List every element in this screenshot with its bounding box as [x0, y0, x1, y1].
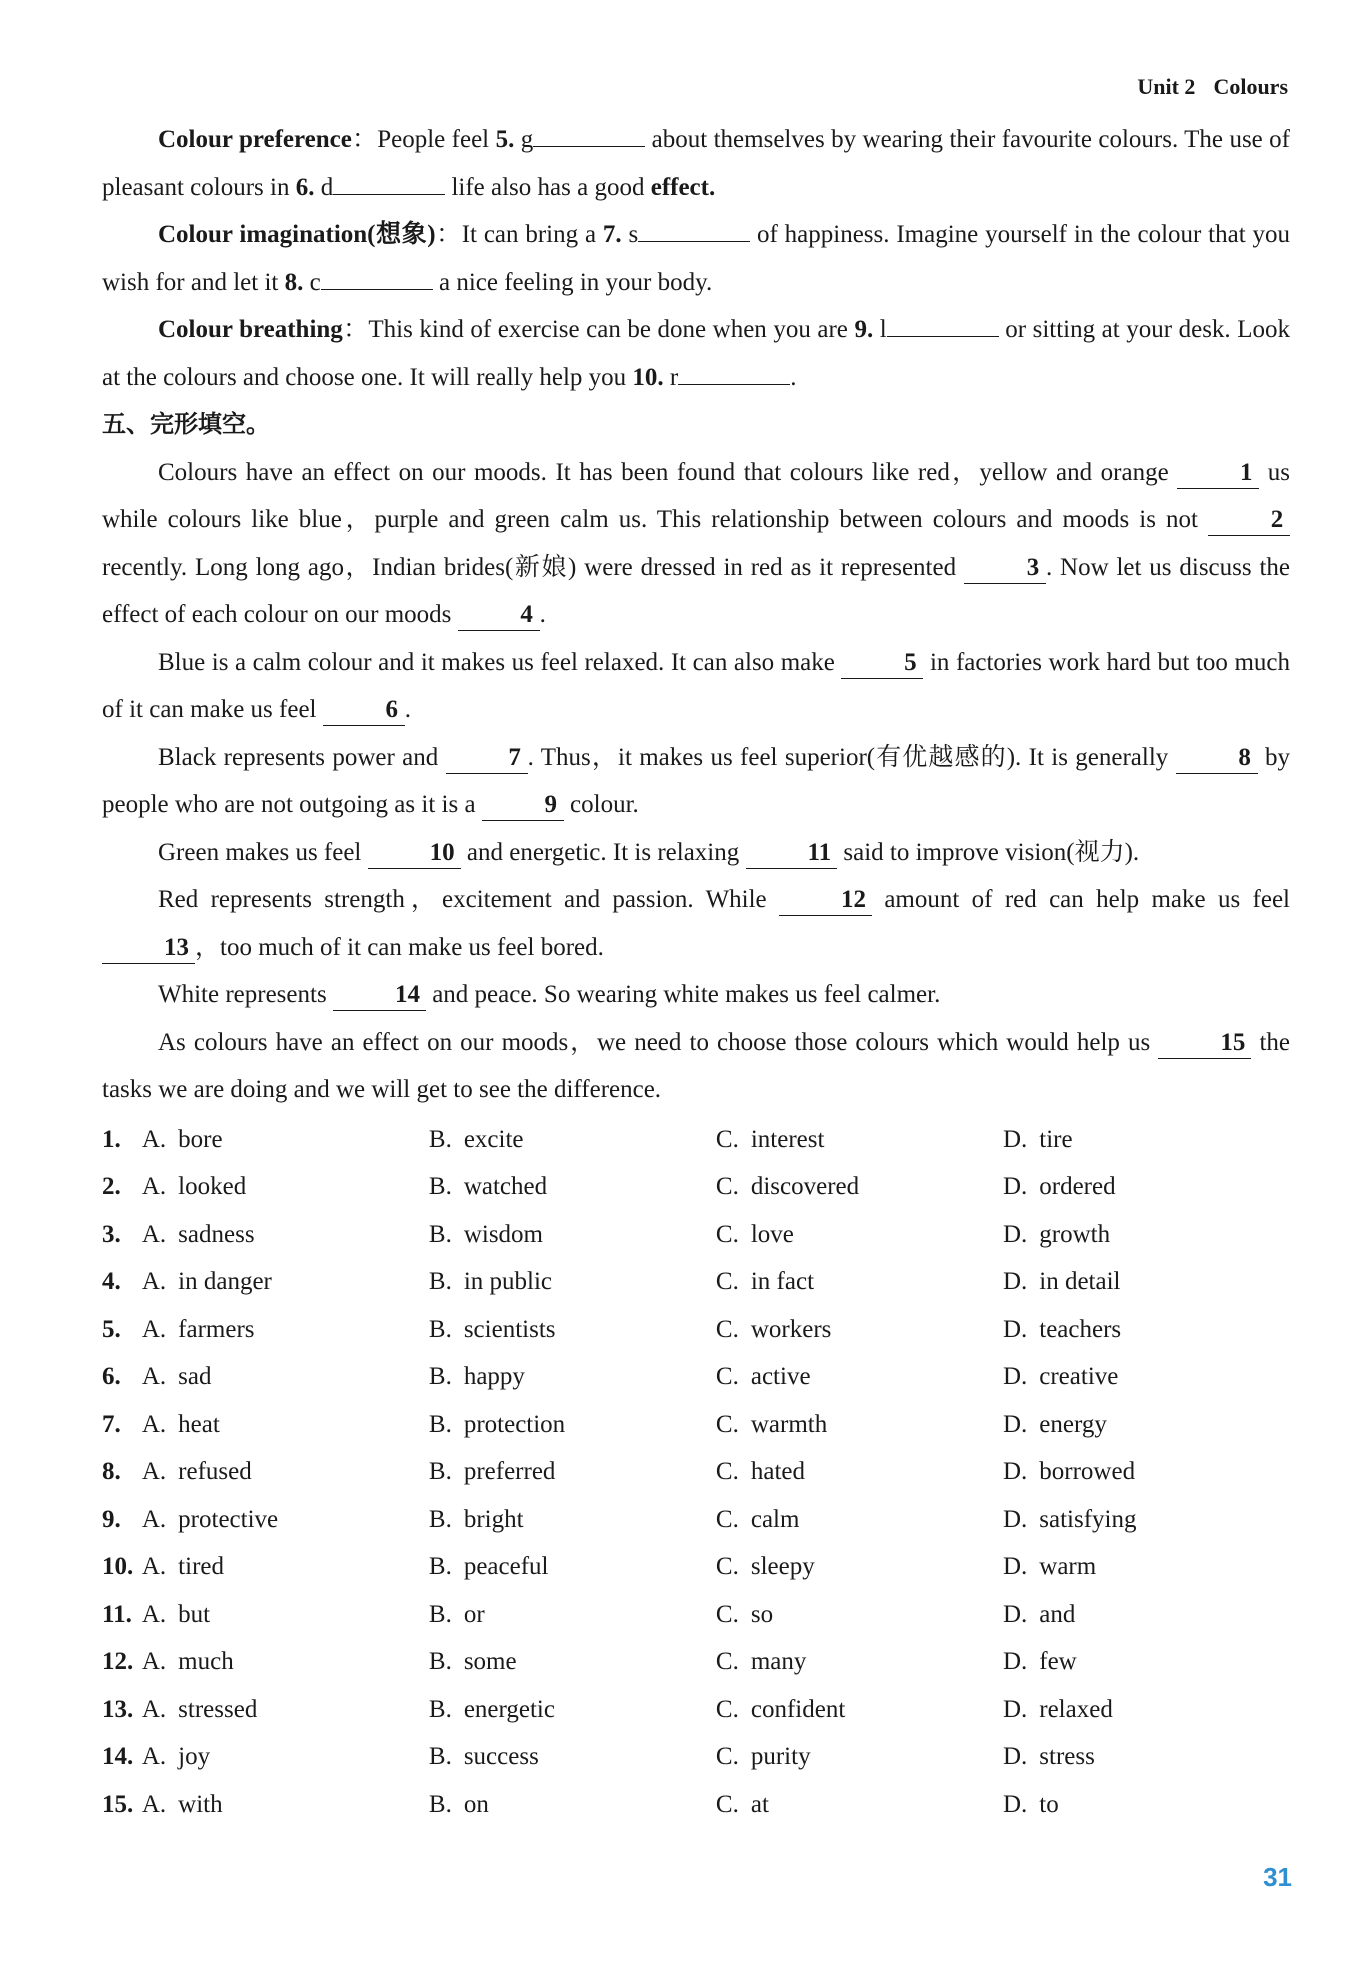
option-letter: A. [141, 1125, 167, 1153]
option-a[interactable] [142, 1496, 429, 1544]
option-c[interactable] [716, 1448, 1003, 1496]
option-text: in public [463, 1268, 553, 1295]
option-d[interactable] [1003, 1401, 1290, 1449]
option-b[interactable] [429, 1211, 716, 1259]
option-text: teachers [1039, 1315, 1122, 1343]
option-c[interactable] [716, 1401, 1003, 1449]
text: ：It can bring a [435, 221, 603, 248]
option-letter: C. [715, 1505, 739, 1533]
option-text: sadness [178, 1220, 255, 1248]
option-text: in detail [1039, 1268, 1121, 1295]
option-text: excite [463, 1125, 524, 1153]
option-d[interactable] [1003, 1591, 1290, 1639]
option-text: confident [750, 1695, 846, 1723]
text: by people who are not outgoing as it is a [102, 743, 1290, 818]
summary-imagination [102, 211, 1290, 306]
option-letter: B. [428, 1173, 452, 1200]
text: us while colours like blue，purple and green calm us. This relationship between colours and moods is not [102, 458, 1290, 533]
text: . [404, 696, 411, 723]
gap-13[interactable]: 13 [102, 933, 195, 964]
text: life also has a good [445, 173, 651, 201]
text: of happiness. Imagine yourself in the colour that you wish for and let it [102, 221, 1290, 296]
imagination-label: Colour imagination(想象) [158, 221, 436, 248]
unit-title: Colours [1213, 74, 1288, 99]
option-text: satisfying [1039, 1505, 1137, 1533]
option-letter: C. [715, 1790, 739, 1818]
question-number: 7. [102, 1410, 121, 1438]
option-letter: A. [141, 1553, 167, 1580]
option-letter: A. [141, 1173, 167, 1200]
option-b[interactable] [429, 1733, 716, 1781]
option-d[interactable] [1003, 1163, 1290, 1211]
option-b[interactable] [429, 1353, 716, 1401]
option-letter: D. [1002, 1410, 1028, 1438]
option-d[interactable] [1003, 1211, 1290, 1259]
text: amount of red can help make us feel [872, 886, 1290, 913]
gap-5[interactable]: 5 [841, 648, 923, 679]
option-b[interactable] [429, 1591, 716, 1639]
option-letter: D. [1002, 1648, 1028, 1675]
option-d[interactable] [1003, 1638, 1290, 1686]
option-text: bright [463, 1505, 524, 1533]
option-row [102, 1306, 1290, 1354]
question-number: 3. [102, 1220, 121, 1248]
blank-number: 10. [632, 363, 664, 391]
option-a[interactable] [142, 1781, 429, 1829]
option-letter: C. [715, 1125, 739, 1153]
text: ，too much of it can make us feel bored. [195, 933, 604, 961]
option-text: but [178, 1600, 211, 1628]
question-number: 14. [102, 1743, 134, 1770]
option-b[interactable] [429, 1496, 716, 1544]
gap-6[interactable]: 6 [323, 695, 405, 726]
option-d[interactable] [1003, 1258, 1290, 1306]
option-a[interactable] [142, 1448, 429, 1496]
option-text: in fact [750, 1268, 815, 1295]
passage-paragraph-6 [102, 971, 1290, 1019]
text: in factories work hard but too much of it can make us feel [102, 648, 1290, 723]
option-text: joy [178, 1743, 211, 1770]
option-letter: A. [141, 1268, 167, 1295]
fill-blank-10[interactable] [678, 358, 790, 385]
option-text: heat [178, 1410, 220, 1438]
fill-blank-9[interactable] [887, 310, 999, 337]
option-text: stressed [178, 1695, 258, 1723]
option-letter: C. [715, 1458, 739, 1485]
option-row [102, 1163, 1290, 1211]
option-text: much [178, 1648, 234, 1675]
option-text: creative [1039, 1363, 1119, 1390]
passage-paragraph-7 [102, 1019, 1290, 1114]
option-d[interactable] [1003, 1496, 1290, 1544]
text: As colours have an effect on our moods，we need to choose those colours which would help us [158, 1028, 1159, 1056]
option-c[interactable] [716, 1258, 1003, 1306]
option-letter: A. [141, 1458, 167, 1485]
gap-8[interactable]: 8 [1176, 743, 1258, 774]
option-text: on [463, 1790, 489, 1818]
text: the tasks we are doing and we will get to see the difference. [102, 1028, 1290, 1103]
option-letter: D. [1002, 1268, 1028, 1295]
option-b[interactable] [429, 1448, 716, 1496]
option-text: so [750, 1600, 774, 1628]
option-b[interactable] [429, 1258, 716, 1306]
question-number: 6. [102, 1363, 121, 1390]
text: and peace. So wearing white makes us feel calmer. [425, 981, 941, 1008]
option-row [102, 1686, 1290, 1734]
option-c[interactable] [716, 1781, 1003, 1829]
gap-7[interactable]: 7 [446, 743, 528, 774]
option-a[interactable] [142, 1116, 429, 1164]
option-letter: D. [1002, 1173, 1028, 1200]
option-text: sad [178, 1363, 212, 1390]
option-letter: A. [141, 1220, 167, 1248]
question-number: 10. [102, 1553, 134, 1580]
option-b[interactable] [429, 1116, 716, 1164]
option-row [102, 1258, 1290, 1306]
option-letter: B. [428, 1600, 452, 1628]
text: . Now let us discuss the effect of each colour on our moods [102, 553, 1290, 628]
text: . [539, 601, 546, 628]
option-letter: A. [141, 1410, 167, 1438]
text: . Thus，it makes us feel superior(有优越感的). It is generally [527, 743, 1176, 771]
option-c[interactable] [716, 1163, 1003, 1211]
option-letter: B. [428, 1790, 452, 1818]
blank-number: 6. [295, 173, 315, 201]
option-letter: D. [1002, 1315, 1028, 1343]
gap-10[interactable]: 10 [368, 838, 461, 869]
option-letter: D. [1002, 1125, 1028, 1153]
text: and energetic. It is relaxing [460, 838, 746, 866]
option-letter: D. [1002, 1600, 1028, 1628]
option-text: borrowed [1039, 1458, 1136, 1485]
text: a nice feeling in your body. [432, 268, 713, 296]
option-letter: B. [428, 1315, 452, 1343]
option-text: workers [750, 1315, 832, 1343]
option-text: protection [463, 1410, 566, 1438]
option-letter: C. [715, 1315, 739, 1343]
option-letter: C. [715, 1600, 739, 1628]
option-d[interactable] [1003, 1448, 1290, 1496]
option-text: active [750, 1363, 811, 1390]
option-letter: C. [715, 1268, 739, 1295]
blank-letter: g [520, 126, 534, 153]
text: . [790, 363, 797, 391]
gap-2[interactable]: 2 [1208, 505, 1290, 536]
gap-14[interactable]: 14 [333, 980, 426, 1011]
text: . [708, 173, 716, 201]
passage-paragraph-2 [102, 639, 1290, 734]
option-row [102, 1591, 1290, 1639]
section-title: 五、完形填空。 [102, 410, 270, 438]
option-text: stress [1039, 1743, 1095, 1770]
passage-paragraph-1 [102, 449, 1290, 639]
option-letter: D. [1002, 1363, 1028, 1390]
option-letter: C. [715, 1173, 739, 1200]
option-text: purity [750, 1743, 811, 1770]
fill-blank-8[interactable] [321, 263, 433, 290]
option-letter: A. [141, 1790, 167, 1818]
breathing-label: Colour breathing [158, 316, 343, 343]
option-c[interactable] [716, 1686, 1003, 1734]
option-text: many [750, 1648, 807, 1675]
option-letter: B. [428, 1125, 452, 1153]
option-text: success [463, 1743, 539, 1770]
text: said to improve vision(视力). [837, 838, 1140, 866]
text: Black represents power and [158, 743, 446, 771]
text: Colours have an effect on our moods. It has been found that colours like red，yellow and orange [158, 458, 1178, 486]
option-c[interactable] [716, 1543, 1003, 1591]
text: colour. [563, 791, 639, 818]
blank-number: 9. [854, 316, 874, 343]
blank-letter: d [320, 173, 334, 201]
option-c[interactable] [716, 1116, 1003, 1164]
option-text: calm [750, 1505, 800, 1533]
option-letter: D. [1002, 1743, 1028, 1770]
option-b[interactable] [429, 1163, 716, 1211]
option-text: preferred [463, 1458, 556, 1485]
option-a[interactable] [142, 1638, 429, 1686]
option-text: refused [178, 1458, 252, 1485]
option-row [102, 1781, 1290, 1829]
option-a[interactable] [142, 1686, 429, 1734]
option-d[interactable] [1003, 1306, 1290, 1354]
option-text: looked [178, 1173, 247, 1200]
option-letter: B. [428, 1410, 452, 1438]
option-row [102, 1211, 1290, 1259]
option-b[interactable] [429, 1543, 716, 1591]
text: about themselves by wearing their favourite colours. The use of pleasant colours in [102, 126, 1291, 201]
unit-label: Unit 2 [1137, 74, 1196, 99]
option-row [102, 1733, 1290, 1781]
question-number: 8. [102, 1458, 121, 1485]
option-b[interactable] [429, 1401, 716, 1449]
option-row [102, 1353, 1290, 1401]
passage-paragraph-5 [102, 876, 1290, 971]
text: or sitting at your desk. Look at the colours and choose one. It will really help you [102, 316, 1290, 391]
question-number: 12. [102, 1648, 134, 1675]
option-text: warm [1039, 1553, 1097, 1580]
question-number: 11. [102, 1600, 132, 1628]
option-text: peaceful [463, 1553, 549, 1580]
option-c[interactable] [716, 1353, 1003, 1401]
option-letter: C. [715, 1743, 739, 1770]
option-text: at [750, 1790, 769, 1818]
option-text: in danger [178, 1268, 272, 1295]
blank-letter: l [879, 316, 887, 343]
option-row [102, 1116, 1290, 1164]
summary-preference [102, 116, 1290, 211]
text: White represents [158, 981, 333, 1008]
option-row [102, 1401, 1290, 1449]
option-text: and [1039, 1600, 1076, 1628]
text: ：This kind of exercise can be done when you are [342, 316, 855, 343]
question-number: 2. [102, 1173, 121, 1200]
option-letter: B. [428, 1648, 452, 1675]
option-letter: A. [141, 1505, 167, 1533]
option-letter: B. [428, 1220, 452, 1248]
option-text: ordered [1039, 1173, 1116, 1200]
option-text: relaxed [1039, 1695, 1113, 1723]
option-letter: B. [428, 1553, 452, 1580]
option-d[interactable] [1003, 1543, 1290, 1591]
option-a[interactable] [142, 1733, 429, 1781]
option-c[interactable] [716, 1733, 1003, 1781]
option-text: farmers [178, 1315, 255, 1343]
summary-breathing [102, 306, 1290, 401]
blank-number: 5. [495, 126, 515, 153]
option-a[interactable] [142, 1353, 429, 1401]
option-text: discovered [750, 1173, 860, 1200]
option-d[interactable] [1003, 1116, 1290, 1164]
question-number: 13. [102, 1695, 134, 1723]
option-a[interactable] [142, 1401, 429, 1449]
option-c[interactable] [716, 1211, 1003, 1259]
option-text: or [463, 1600, 485, 1628]
question-number: 15. [102, 1790, 134, 1818]
option-d[interactable] [1003, 1781, 1290, 1829]
option-text: tire [1039, 1125, 1073, 1153]
gap-11[interactable]: 11 [746, 838, 838, 869]
option-a[interactable] [142, 1258, 429, 1306]
option-letter: B. [428, 1505, 452, 1533]
option-d[interactable] [1003, 1353, 1290, 1401]
option-b[interactable] [429, 1638, 716, 1686]
gap-1[interactable]: 1 [1177, 458, 1259, 489]
option-a[interactable] [142, 1591, 429, 1639]
option-letter: A. [141, 1363, 167, 1390]
option-letter: C. [715, 1648, 739, 1675]
page-number: 31 [1263, 1862, 1292, 1892]
option-letter: A. [141, 1695, 167, 1723]
option-row [102, 1448, 1290, 1496]
option-text: love [750, 1220, 794, 1248]
option-letter: B. [428, 1743, 452, 1770]
gap-9[interactable]: 9 [482, 790, 564, 821]
option-c[interactable] [716, 1591, 1003, 1639]
option-b[interactable] [429, 1781, 716, 1829]
option-letter: D. [1002, 1553, 1028, 1580]
blank-letter: r [669, 363, 679, 391]
question-number: 4. [102, 1268, 121, 1295]
bold-word: effect [650, 173, 709, 201]
option-b[interactable] [429, 1686, 716, 1734]
option-letter: B. [428, 1268, 452, 1295]
option-letter: A. [141, 1315, 167, 1343]
option-text: warmth [750, 1410, 828, 1438]
gap-15[interactable]: 15 [1158, 1028, 1251, 1059]
blank-number: 7. [602, 221, 622, 248]
option-letter: C. [715, 1363, 739, 1390]
text: Blue is a calm colour and it makes us feel relaxed. It can also make [158, 648, 842, 676]
passage-paragraph-4 [102, 829, 1290, 877]
option-letter: B. [428, 1458, 452, 1485]
page-header [1137, 74, 1288, 100]
option-text: happy [463, 1363, 525, 1390]
fill-blank-5[interactable] [533, 120, 645, 147]
fill-blank-7[interactable] [638, 215, 750, 242]
option-letter: D. [1002, 1505, 1028, 1533]
fill-blank-6[interactable] [333, 168, 445, 195]
option-row [102, 1496, 1290, 1544]
blank-letter: s [628, 221, 639, 248]
option-text: watched [463, 1173, 548, 1200]
blank-letter: c [309, 268, 321, 296]
text: recently. Long long ago，Indian brides(新娘) were dressed in red as it represented [102, 553, 964, 581]
gap-3[interactable]: 3 [964, 553, 1046, 584]
option-c[interactable] [716, 1496, 1003, 1544]
text: Red represents strength，excitement and passion. While [158, 886, 779, 913]
option-a[interactable] [142, 1163, 429, 1211]
preference-label: Colour preference [158, 126, 352, 153]
option-d[interactable] [1003, 1733, 1290, 1781]
option-text: tired [178, 1553, 224, 1580]
option-c[interactable] [716, 1306, 1003, 1354]
option-a[interactable] [142, 1543, 429, 1591]
option-c[interactable] [716, 1638, 1003, 1686]
gap-12[interactable]: 12 [779, 885, 872, 916]
option-text: hated [750, 1458, 805, 1485]
page-content [102, 116, 1290, 1828]
option-text: with [178, 1790, 223, 1818]
option-b[interactable] [429, 1306, 716, 1354]
option-letter: A. [141, 1600, 167, 1628]
option-letter: A. [141, 1743, 167, 1770]
question-number: 1. [102, 1125, 121, 1153]
passage-paragraph-3 [102, 734, 1290, 829]
question-number: 9. [102, 1505, 121, 1533]
question-number: 5. [102, 1315, 121, 1343]
option-text: wisdom [463, 1220, 544, 1248]
option-text: scientists [463, 1315, 556, 1343]
option-letter: D. [1002, 1220, 1028, 1248]
option-text: some [463, 1648, 517, 1675]
option-letter: D. [1002, 1790, 1028, 1818]
option-a[interactable] [142, 1211, 429, 1259]
option-text: interest [750, 1125, 825, 1153]
option-letter: C. [715, 1695, 739, 1723]
option-letter: B. [428, 1695, 452, 1723]
option-text: growth [1039, 1220, 1111, 1248]
option-letter: D. [1002, 1458, 1028, 1485]
option-letter: D. [1002, 1695, 1028, 1723]
option-letter: B. [428, 1363, 452, 1390]
option-row [102, 1543, 1290, 1591]
option-text: energy [1039, 1410, 1107, 1438]
option-text: sleepy [750, 1553, 815, 1580]
option-text: to [1039, 1790, 1059, 1818]
blank-number: 8. [284, 268, 304, 296]
option-row [102, 1638, 1290, 1686]
option-a[interactable] [142, 1306, 429, 1354]
option-text: bore [178, 1125, 223, 1153]
option-text: protective [178, 1505, 279, 1533]
gap-4[interactable]: 4 [458, 600, 540, 631]
text: ：People feel [351, 126, 496, 153]
option-text: energetic [463, 1695, 555, 1723]
option-letter: C. [715, 1553, 739, 1580]
text: Green makes us feel [158, 838, 368, 866]
option-text: few [1039, 1648, 1077, 1675]
option-d[interactable] [1003, 1686, 1290, 1734]
option-letter: C. [715, 1410, 739, 1438]
option-letter: C. [715, 1220, 739, 1248]
option-letter: A. [141, 1648, 167, 1675]
answer-options [102, 1116, 1290, 1829]
